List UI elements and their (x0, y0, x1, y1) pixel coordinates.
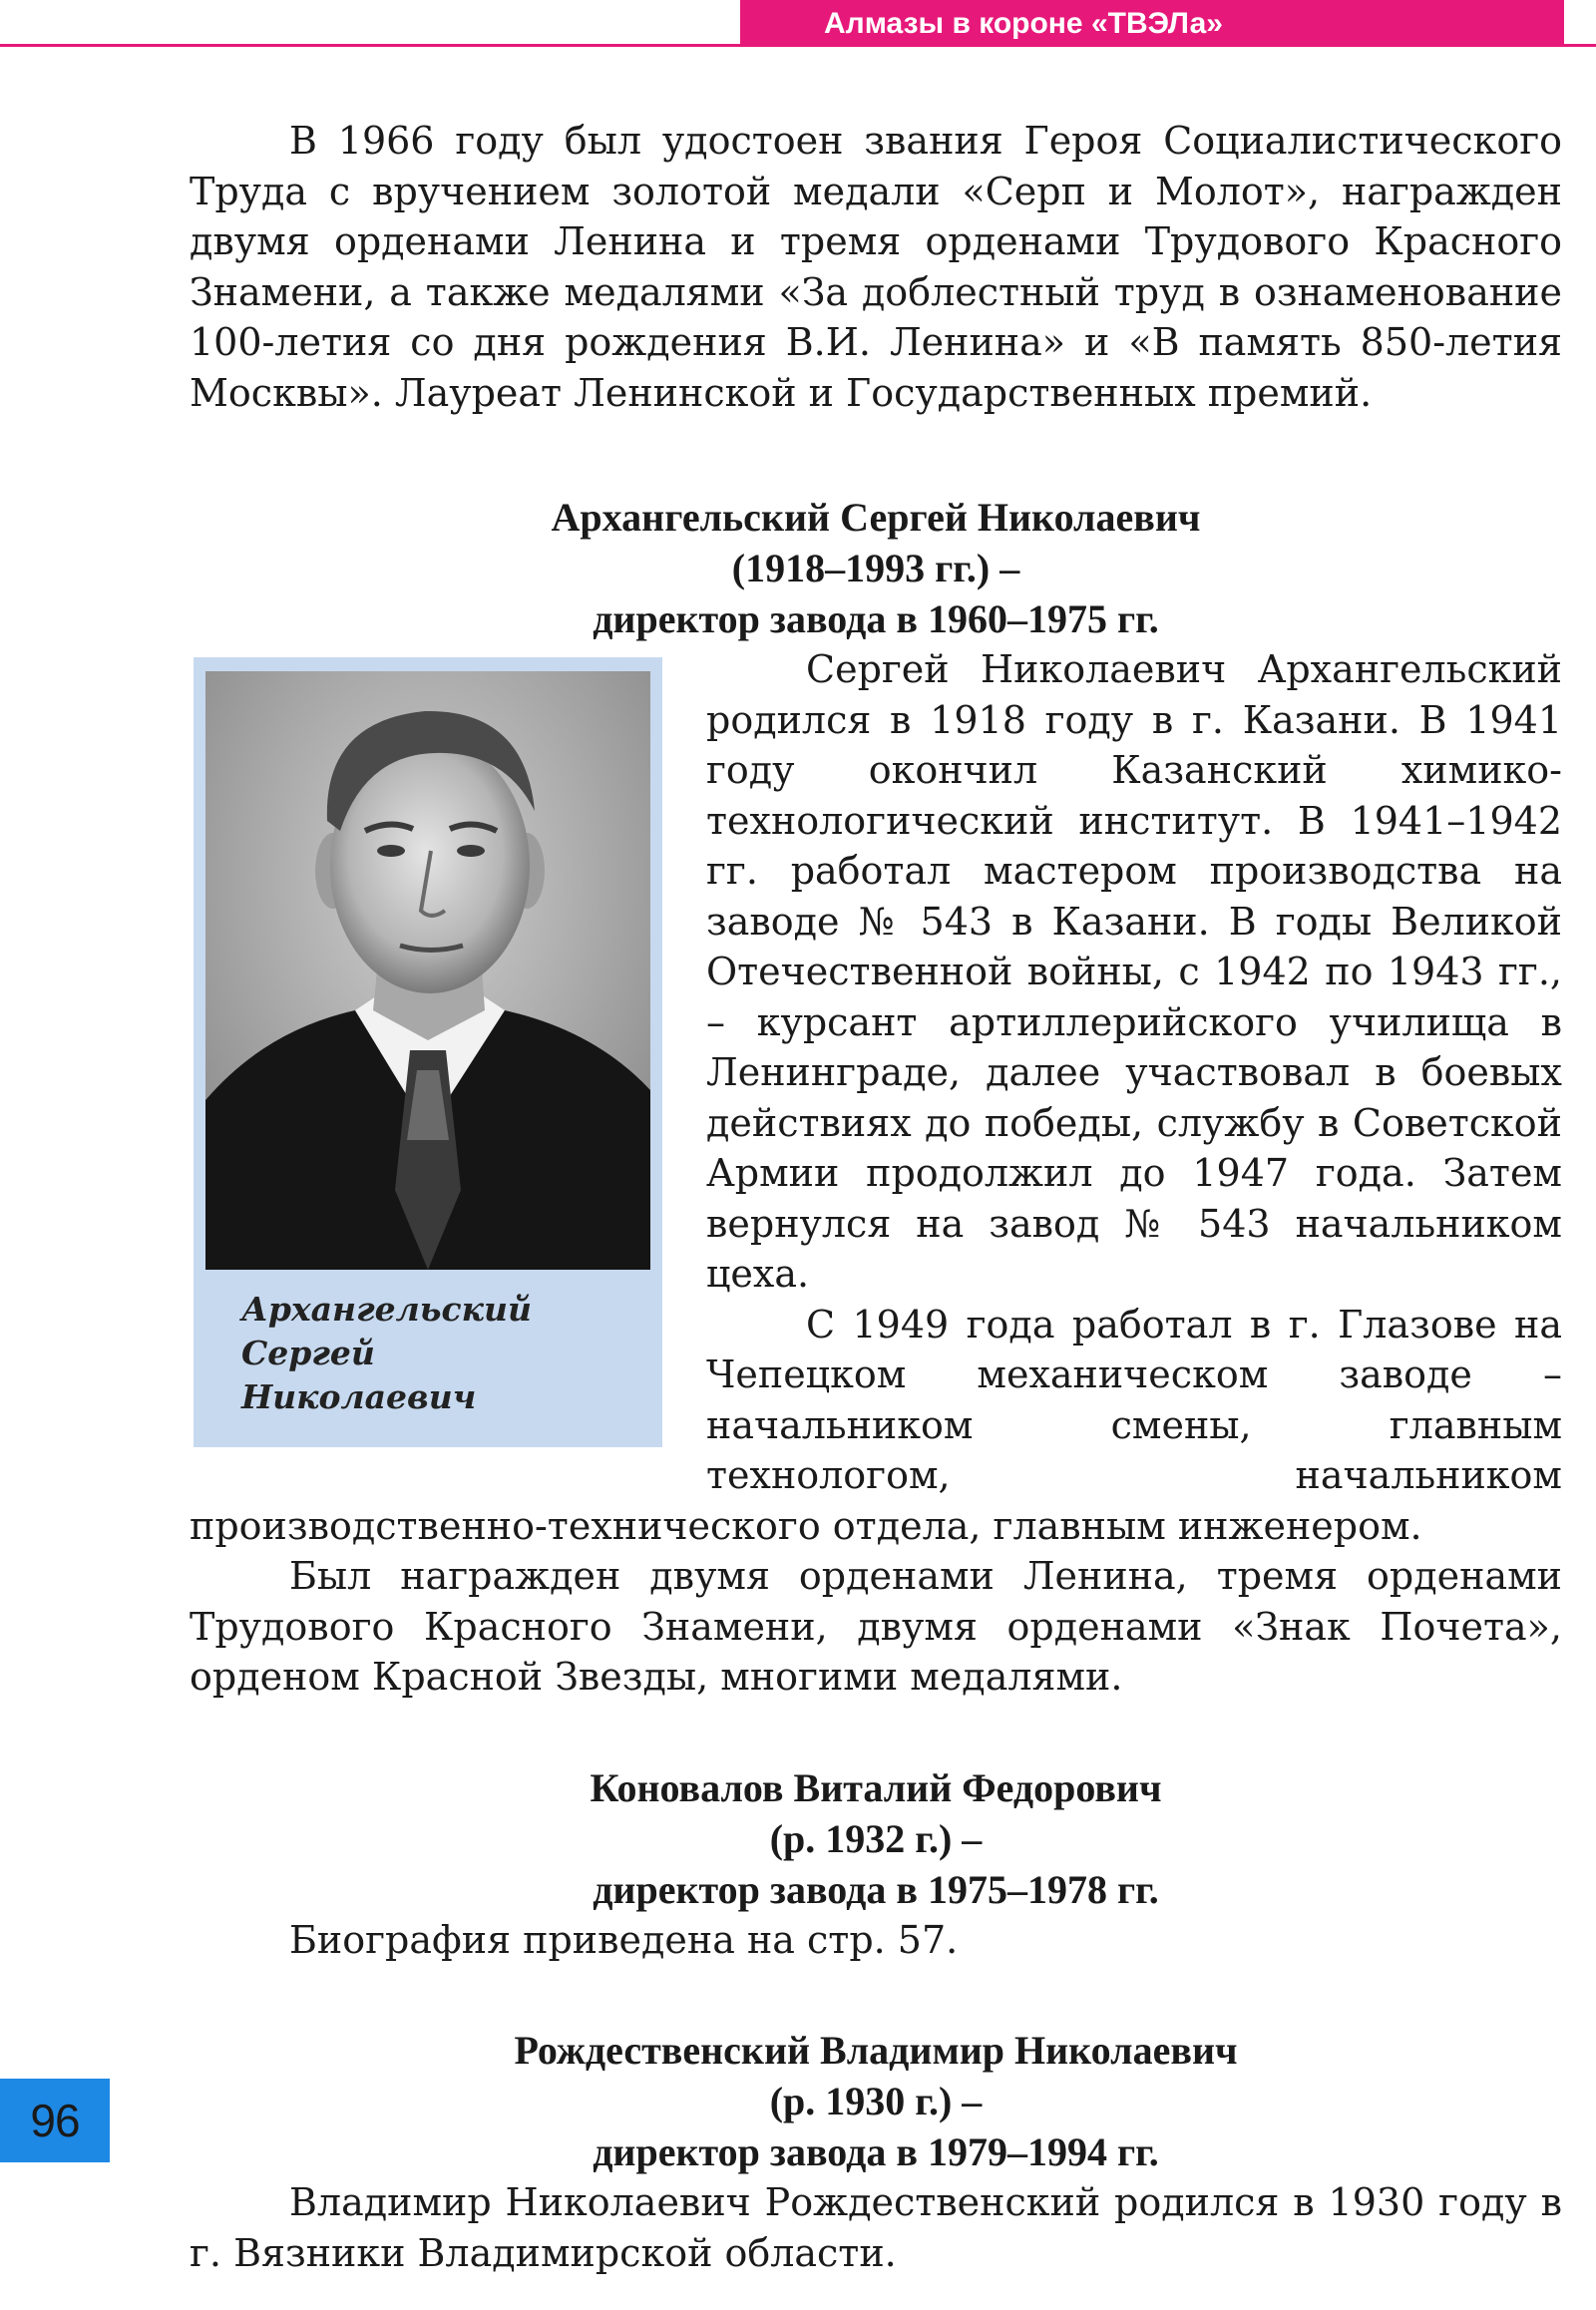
caption-line: Архангельский (241, 1290, 532, 1329)
portrait-caption (241, 1288, 532, 1419)
section-years: (1918–1993 гг.) – (731, 546, 1020, 590)
intro-paragraph: В 1966 году был удостоен звания Героя Социалистического Труда с вручением золотой медали «Серп и Молот», награжден двумя орденами Ленина и тремя орденами Трудового Красного Знамени, а также медалями «За доблестный труд в ознаменование 100-летия со дня рождения В.И. Ленина» и «В память 850-летия Москвы». Лауреат Ленинской и Государственных премий. (190, 119, 1562, 415)
caption-line: Сергей (241, 1334, 375, 1372)
section-person-name: Архангельский Сергей Николаевич (551, 495, 1201, 540)
section-heading-konovalov (190, 1762, 1562, 1915)
section-role: директор завода в 1975–1978 гг. (593, 1866, 1159, 1912)
page-content (190, 116, 1562, 2278)
section-role: директор завода в 1979–1994 гг. (593, 2129, 1159, 2174)
portrait-illustration (205, 671, 650, 1270)
bio-paragraph: Владимир Николаевич Рождественский родился в 1930 году в г. Вязники Владимирской области. (190, 2180, 1562, 2275)
portrait-photo (205, 671, 650, 1270)
bio-paragraph: С 1949 года работал в г. Глазове на Чепецком механическом заводе – начальником смены, главным технологом, начальником производственно-технического отдела, главным инженером. (190, 1302, 1562, 1548)
portrait-block (194, 657, 662, 1447)
section-heading-rozhdestvensky (190, 2025, 1562, 2177)
running-header: Алмазы в короне «ТВЭЛа» (740, 0, 1564, 47)
section-years: (р. 1932 г.) – (769, 1815, 983, 1861)
bio-paragraph: Биография приведена на стр. 57. (289, 1917, 959, 1962)
page-number: 96 (0, 2079, 110, 2162)
section-heading-arkhangelsky (190, 492, 1562, 644)
bio-paragraph: Сергей Николаевич Архангельский родился в 1918 году в г. Казани. В 1941 году окончил Казанский химико-технологический институт. В 1941–1942 гг. работал мастером производства на заводе № 543 в Казани. В годы Великой Отечественной войны, с 1942 по 1943 гг., – курсант артиллерийского училища в Ленинграде, далее участвовал в боевых действиях до победы, службу в Советской Армии продолжил до 1947 года. Затем вернулся на завод № 543 начальником цеха. (706, 647, 1562, 1296)
section-years: (р. 1930 г.) – (769, 2079, 983, 2123)
section-person-name: Рождественский Владимир Николаевич (514, 2028, 1238, 2073)
section-role: директор завода в 1960–1975 гг. (593, 596, 1159, 641)
caption-line: Николаевич (241, 1377, 477, 1416)
bio-paragraph: Был награжден двумя орденами Ленина, тремя орденами Трудового Красного Знамени, двумя орденами «Знак Почета», орденом Красной Звезды, многими медалями. (190, 1554, 1562, 1699)
section-person-name: Коновалов Виталий Федорович (590, 1764, 1162, 1810)
